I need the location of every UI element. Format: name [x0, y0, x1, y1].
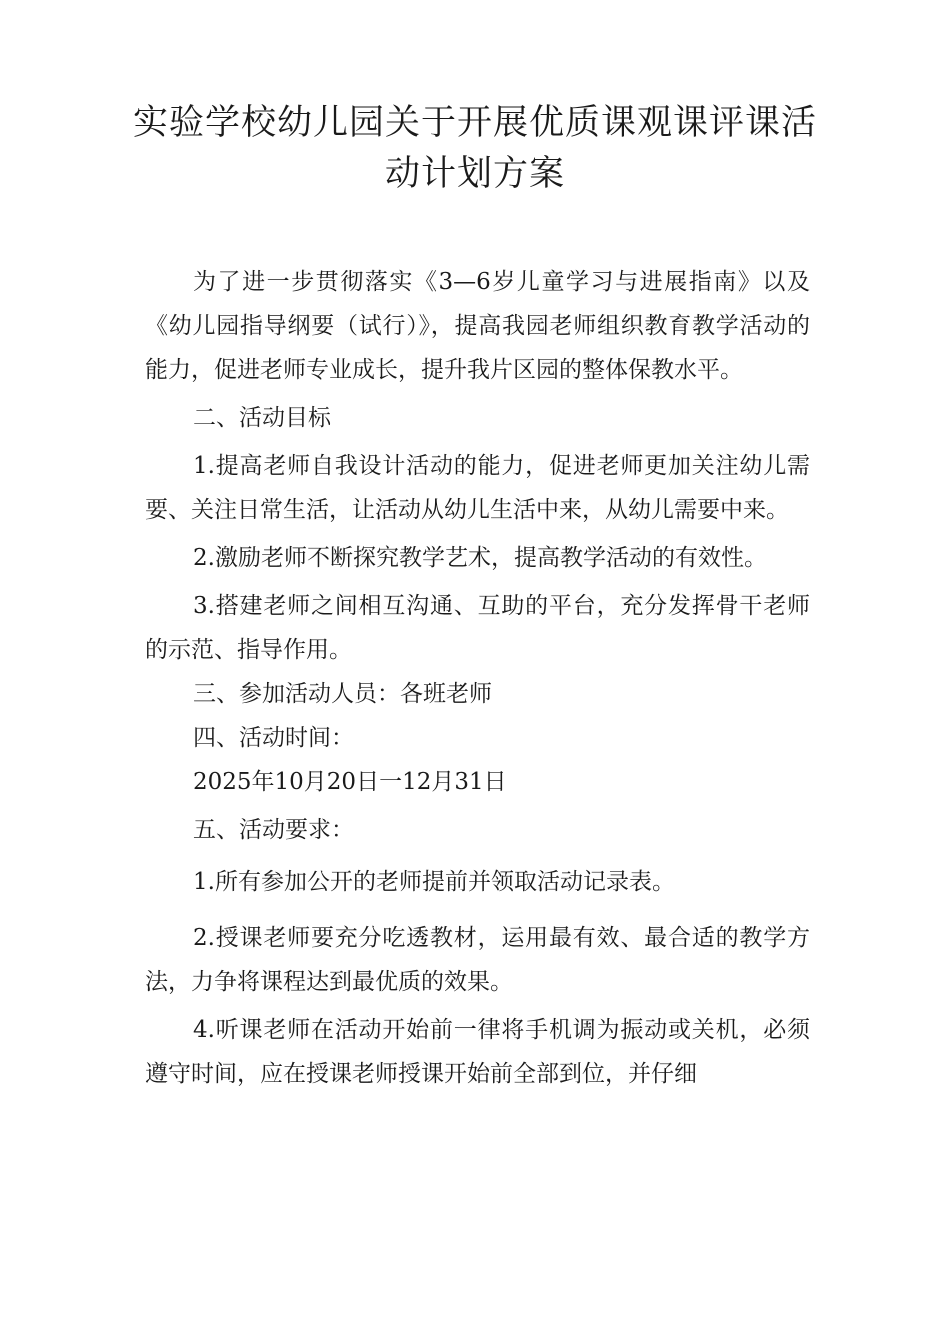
document-title-line-2: 动计划方案: [384, 154, 565, 194]
document-body: [145, 260, 810, 1096]
activity-date-range: 2025年10月20日一12月31日: [193, 769, 507, 795]
goal-item-3: 3.搭建老师之间相互沟通、互助的平台，充分发挥骨干老师的示范、指导作用。: [145, 593, 810, 663]
section-heading-time: 四、活动时间：: [193, 725, 354, 751]
intro-paragraph: 为了进一步贯彻落实《3—6岁儿童学习与进展指南》以及《幼儿园指导纲要（试行）》，提高我园老师组织教育教学活动的能力，促进老师专业成长，提升我片区园的整体保教水平。: [145, 269, 810, 383]
goal-item-2: 2.激励老师不断探究教学艺术，提高教学活动的有效性。: [193, 545, 767, 571]
section-heading-requirements: 五、活动要求：: [193, 817, 354, 843]
requirement-item-1: 1.所有参加公开的老师提前并领取活动记录表。: [193, 869, 675, 895]
requirement-item-4: 4.听课老师在活动开始前一律将手机调为振动或关机，必须遵守时间，应在授课老师授课开始前全部到位，并仔细: [145, 1017, 810, 1087]
document-title-line-1: 实验学校幼儿园关于开展优质课观课评课活: [132, 103, 817, 143]
section-heading-goals: 二、活动目标: [193, 405, 331, 431]
section-heading-participants: 三、参加活动人员：各班老师: [193, 681, 492, 707]
requirement-item-2: 2.授课老师要充分吃透教材，运用最有效、最合适的教学方法，力争将课程达到最优质的效果。: [145, 925, 810, 995]
goal-item-1: 1.提高老师自我设计活动的能力，促进老师更加关注幼儿需要、关注日常生活，让活动从幼儿生活中来，从幼儿需要中来。: [145, 453, 810, 523]
